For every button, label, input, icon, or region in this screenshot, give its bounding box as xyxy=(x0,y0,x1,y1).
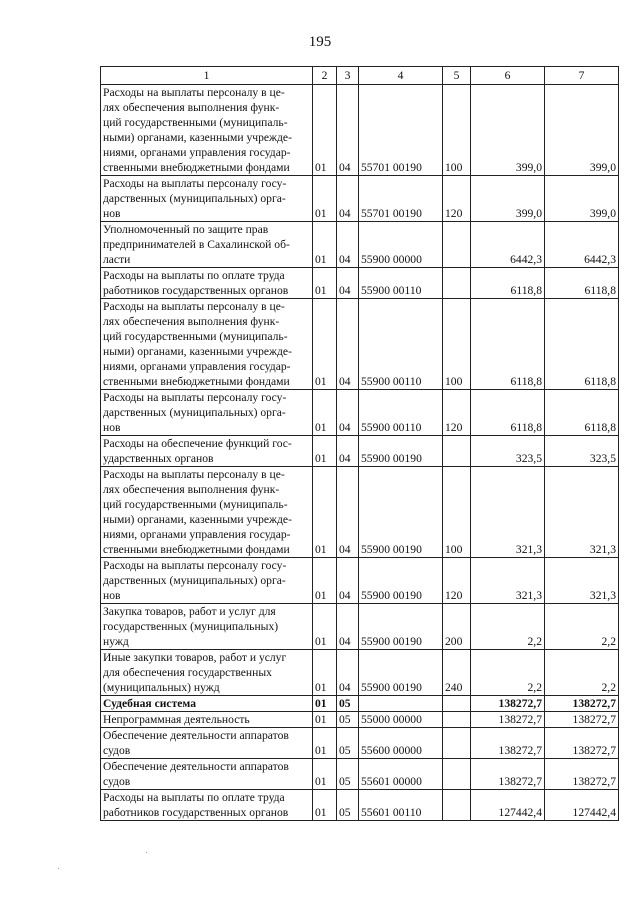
row-amount-1: 323,5 xyxy=(471,436,545,467)
row-description: Расходы на выплаты персоналу в це- лях обеспечения выполнения функ- ций государственными (муниципаль- ными) органами, казенными учрежде- ниями, органами управления государ- ственными внебюджетными фондами xyxy=(101,85,313,176)
column-header: 2 xyxy=(313,67,337,85)
column-header: 7 xyxy=(545,67,619,85)
row-subsection: 05 xyxy=(337,790,359,821)
table-row xyxy=(101,696,619,712)
row-expense-type: 240 xyxy=(443,650,471,696)
row-target-article: 55900 00190 xyxy=(359,604,443,650)
row-amount-2: 2,2 xyxy=(545,650,619,696)
row-section: 01 xyxy=(313,558,337,604)
row-amount-1: 2,2 xyxy=(471,650,545,696)
row-description: Расходы на выплаты персоналу госу- дарственных (муниципальных) орга- нов xyxy=(101,390,313,436)
row-amount-2: 6442,3 xyxy=(545,222,619,268)
row-section: 01 xyxy=(313,604,337,650)
row-amount-1: 6118,8 xyxy=(471,299,545,390)
row-description: Обеспечение деятельности аппаратов судов xyxy=(101,728,313,759)
row-target-article xyxy=(359,696,443,712)
table-row xyxy=(101,85,619,176)
row-subsection: 05 xyxy=(337,759,359,790)
table-row xyxy=(101,604,619,650)
row-description: Расходы на выплаты по оплате труда работников государственных органов xyxy=(101,790,313,821)
row-amount-2: 138272,7 xyxy=(545,759,619,790)
row-description: Иные закупки товаров, работ и услуг для обеспечения государственных (муниципальных) нужд xyxy=(101,650,313,696)
row-subsection: 04 xyxy=(337,390,359,436)
row-subsection: 05 xyxy=(337,696,359,712)
row-section: 01 xyxy=(313,222,337,268)
row-amount-2: 138272,7 xyxy=(545,728,619,759)
row-subsection: 04 xyxy=(337,436,359,467)
row-amount-1: 6118,8 xyxy=(471,268,545,299)
table-row xyxy=(101,390,619,436)
row-description: Расходы на выплаты персоналу в це- лях обеспечения выполнения функ- ций государственными (муниципаль- ными) органами, казенными учрежде- ниями, органами управления государ- ственными внебюджетными фондами xyxy=(101,467,313,558)
row-section: 01 xyxy=(313,790,337,821)
row-target-article: 55900 00110 xyxy=(359,268,443,299)
row-amount-2: 6118,8 xyxy=(545,390,619,436)
row-subsection: 04 xyxy=(337,558,359,604)
row-amount-2: 138272,7 xyxy=(545,712,619,728)
row-expense-type: 120 xyxy=(443,390,471,436)
row-amount-1: 138272,7 xyxy=(471,728,545,759)
row-expense-type xyxy=(443,759,471,790)
row-target-article: 55601 00110 xyxy=(359,790,443,821)
row-section: 01 xyxy=(313,696,337,712)
table-row xyxy=(101,299,619,390)
column-header: 4 xyxy=(359,67,443,85)
row-description: Обеспечение деятельности аппаратов судов xyxy=(101,759,313,790)
row-target-article: 55900 00190 xyxy=(359,650,443,696)
row-target-article: 55601 00000 xyxy=(359,759,443,790)
row-expense-type: 100 xyxy=(443,467,471,558)
row-target-article: 55900 00110 xyxy=(359,299,443,390)
row-amount-2: 323,5 xyxy=(545,436,619,467)
table-header-row xyxy=(101,67,619,85)
table-row xyxy=(101,790,619,821)
row-section: 01 xyxy=(313,467,337,558)
row-subsection: 04 xyxy=(337,222,359,268)
budget-table xyxy=(100,66,619,821)
row-subsection: 04 xyxy=(337,467,359,558)
row-amount-2: 2,2 xyxy=(545,604,619,650)
row-expense-type: 100 xyxy=(443,85,471,176)
table-row xyxy=(101,558,619,604)
table-row xyxy=(101,650,619,696)
row-description: Расходы на выплаты персоналу в це- лях обеспечения выполнения функ- ций государственными (муниципаль- ными) органами, казенными учрежде- ниями, органами управления государ- ственными внебюджетными фондами xyxy=(101,299,313,390)
column-header: 3 xyxy=(337,67,359,85)
row-section: 01 xyxy=(313,390,337,436)
row-expense-type xyxy=(443,268,471,299)
row-description: Закупка товаров, работ и услуг для государственных (муниципальных) нужд xyxy=(101,604,313,650)
row-amount-2: 321,3 xyxy=(545,558,619,604)
row-amount-2: 138272,7 xyxy=(545,696,619,712)
row-target-article: 55701 00190 xyxy=(359,85,443,176)
row-section: 01 xyxy=(313,176,337,222)
row-amount-1: 321,3 xyxy=(471,467,545,558)
scan-speck xyxy=(58,868,59,869)
row-amount-1: 2,2 xyxy=(471,604,545,650)
table-row xyxy=(101,467,619,558)
table-row xyxy=(101,728,619,759)
row-amount-2: 399,0 xyxy=(545,176,619,222)
row-target-article: 55701 00190 xyxy=(359,176,443,222)
row-subsection: 05 xyxy=(337,712,359,728)
row-amount-1: 6118,8 xyxy=(471,390,545,436)
row-subsection: 04 xyxy=(337,85,359,176)
row-subsection: 04 xyxy=(337,176,359,222)
row-description: Непрограммная деятельность xyxy=(101,712,313,728)
row-section: 01 xyxy=(313,712,337,728)
row-target-article: 55900 00110 xyxy=(359,390,443,436)
row-section: 01 xyxy=(313,436,337,467)
table-row xyxy=(101,176,619,222)
row-expense-type xyxy=(443,696,471,712)
scan-speck xyxy=(146,852,147,853)
row-expense-type: 100 xyxy=(443,299,471,390)
row-expense-type xyxy=(443,712,471,728)
table-row xyxy=(101,712,619,728)
column-header: 6 xyxy=(471,67,545,85)
column-header: 5 xyxy=(443,67,471,85)
row-description: Судебная система xyxy=(101,696,313,712)
column-header: 1 xyxy=(101,67,313,85)
row-amount-1: 138272,7 xyxy=(471,696,545,712)
row-amount-1: 6442,3 xyxy=(471,222,545,268)
table-row xyxy=(101,436,619,467)
row-section: 01 xyxy=(313,728,337,759)
row-subsection: 04 xyxy=(337,650,359,696)
page-number: 195 xyxy=(308,34,332,50)
row-description: Расходы на обеспечение функций гос- ударственных органов xyxy=(101,436,313,467)
row-description: Расходы на выплаты персоналу госу- дарственных (муниципальных) орга- нов xyxy=(101,176,313,222)
row-target-article: 55000 00000 xyxy=(359,712,443,728)
row-amount-2: 6118,8 xyxy=(545,299,619,390)
row-subsection: 04 xyxy=(337,268,359,299)
row-subsection: 04 xyxy=(337,604,359,650)
row-amount-2: 399,0 xyxy=(545,85,619,176)
row-expense-type: 200 xyxy=(443,604,471,650)
row-amount-1: 138272,7 xyxy=(471,759,545,790)
row-amount-1: 399,0 xyxy=(471,176,545,222)
row-amount-1: 321,3 xyxy=(471,558,545,604)
row-description: Расходы на выплаты по оплате труда работников государственных органов xyxy=(101,268,313,299)
row-description: Уполномоченный по защите прав предпринимателей в Сахалинской об- ласти xyxy=(101,222,313,268)
row-target-article: 55900 00000 xyxy=(359,222,443,268)
row-subsection: 05 xyxy=(337,728,359,759)
table-row xyxy=(101,759,619,790)
row-subsection: 04 xyxy=(337,299,359,390)
row-section: 01 xyxy=(313,268,337,299)
row-expense-type xyxy=(443,790,471,821)
row-amount-2: 127442,4 xyxy=(545,790,619,821)
row-section: 01 xyxy=(313,650,337,696)
row-expense-type xyxy=(443,222,471,268)
row-amount-2: 321,3 xyxy=(545,467,619,558)
row-section: 01 xyxy=(313,85,337,176)
row-expense-type xyxy=(443,728,471,759)
row-expense-type xyxy=(443,436,471,467)
row-amount-1: 138272,7 xyxy=(471,712,545,728)
row-section: 01 xyxy=(313,299,337,390)
table-row xyxy=(101,268,619,299)
row-section: 01 xyxy=(313,759,337,790)
row-amount-1: 399,0 xyxy=(471,85,545,176)
row-expense-type: 120 xyxy=(443,176,471,222)
table-row xyxy=(101,222,619,268)
row-target-article: 55900 00190 xyxy=(359,467,443,558)
row-description: Расходы на выплаты персоналу госу- дарственных (муниципальных) орга- нов xyxy=(101,558,313,604)
row-amount-2: 6118,8 xyxy=(545,268,619,299)
row-target-article: 55900 00190 xyxy=(359,558,443,604)
row-expense-type: 120 xyxy=(443,558,471,604)
row-target-article: 55600 00000 xyxy=(359,728,443,759)
row-target-article: 55900 00190 xyxy=(359,436,443,467)
row-amount-1: 127442,4 xyxy=(471,790,545,821)
